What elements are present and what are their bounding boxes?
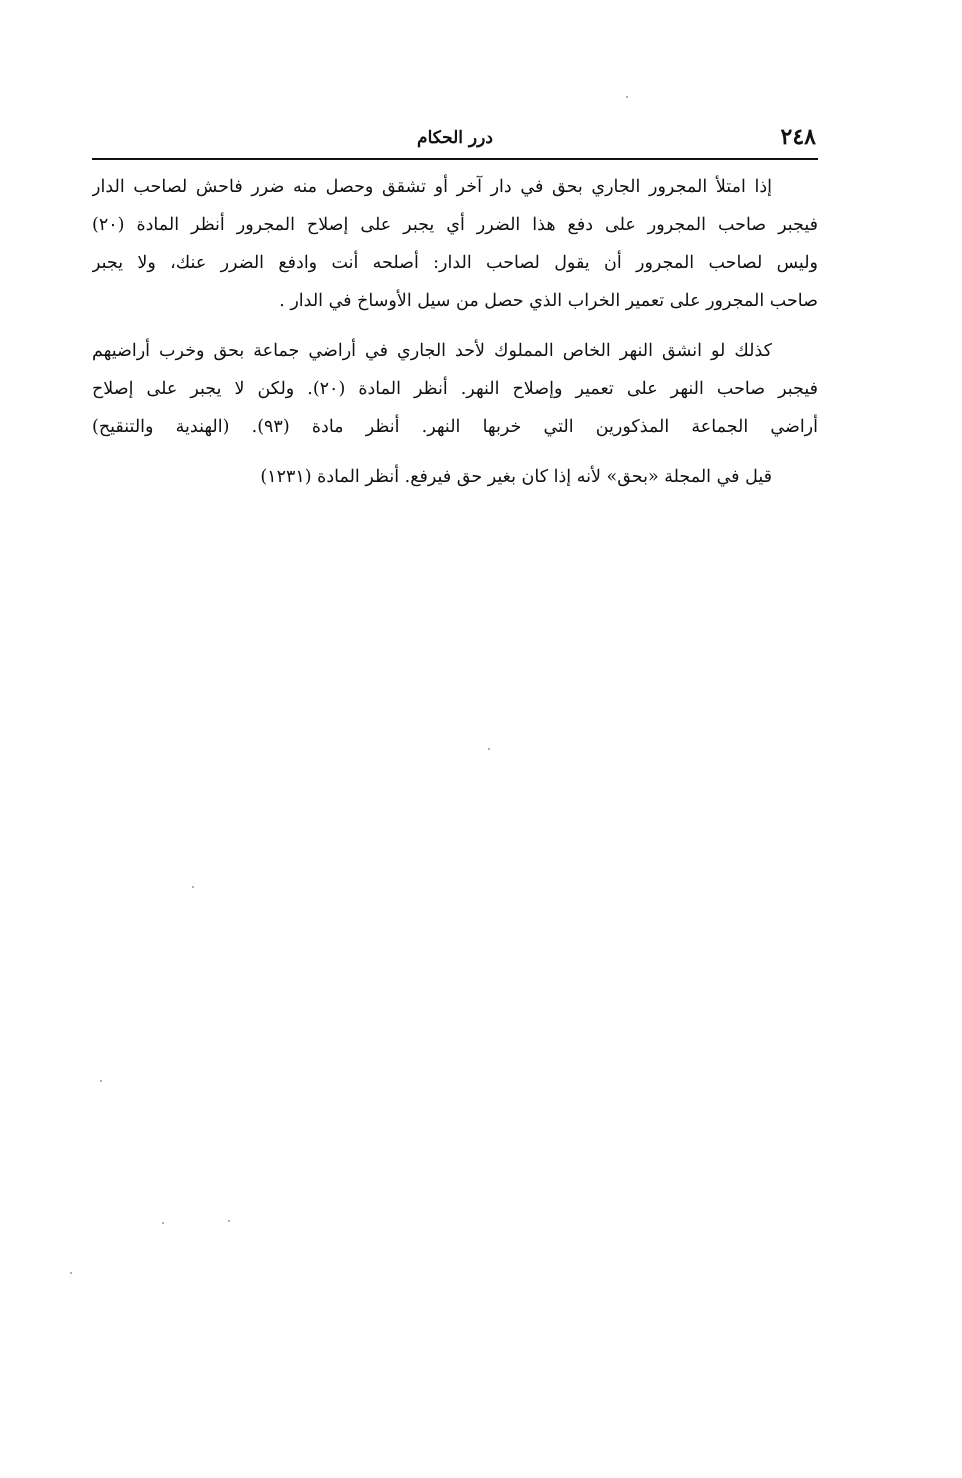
scan-speck xyxy=(192,886,194,888)
text-line: صاحب المجرور على تعمير الخراب الذي حصل من سيل الأوساخ في الدار . xyxy=(279,291,818,311)
text-line: إذا امتلأ المجرور الجاري بحق في دار آخر أو تشقق وحصل منه ضرر فاحش لصاحب الدار xyxy=(92,177,772,197)
scan-speck xyxy=(626,96,628,98)
text-line: أراضي الجماعة المذكورين التي خربها النهر. أنظر مادة (٩٣). (الهندية والتنقيح) xyxy=(92,417,818,437)
text-line: وليس لصاحب المجرور أن يقول لصاحب الدار: أصلحه أنت وادفع الضرر عنك، ولا يجبر xyxy=(92,253,818,273)
page-number: ٢٤٨ xyxy=(780,124,816,150)
scan-speck xyxy=(100,1080,102,1082)
scan-speck xyxy=(228,1220,230,1222)
scan-speck xyxy=(162,1222,164,1224)
scan-speck xyxy=(70,1272,72,1274)
paragraph-3 xyxy=(92,458,818,496)
body-text xyxy=(92,168,818,508)
text-line: فيجبر صاحب النهر على تعمير وإصلاح النهر. أنظر المادة (٢٠). ولكن لا يجبر على إصلاح xyxy=(92,379,818,399)
text-line: فيجبر صاحب المجرور على دفع هذا الضرر أي يجبر على إصلاح المجرور أنظر المادة (٢٠) xyxy=(92,215,818,235)
scan-speck xyxy=(488,748,490,750)
running-title: درر الحكام xyxy=(417,128,493,148)
paragraph-1 xyxy=(92,168,818,320)
page-header xyxy=(92,118,818,160)
paragraph-2 xyxy=(92,332,818,446)
text-line: كذلك لو انشق النهر الخاص المملوك لأحد الجاري في أراضي جماعة بحق وخرب أراضيهم xyxy=(92,341,772,361)
text-line: قيل في المجلة «بحق» لأنه إذا كان بغير حق فيرفع. أنظر المادة (١٢٣١) xyxy=(260,467,772,487)
